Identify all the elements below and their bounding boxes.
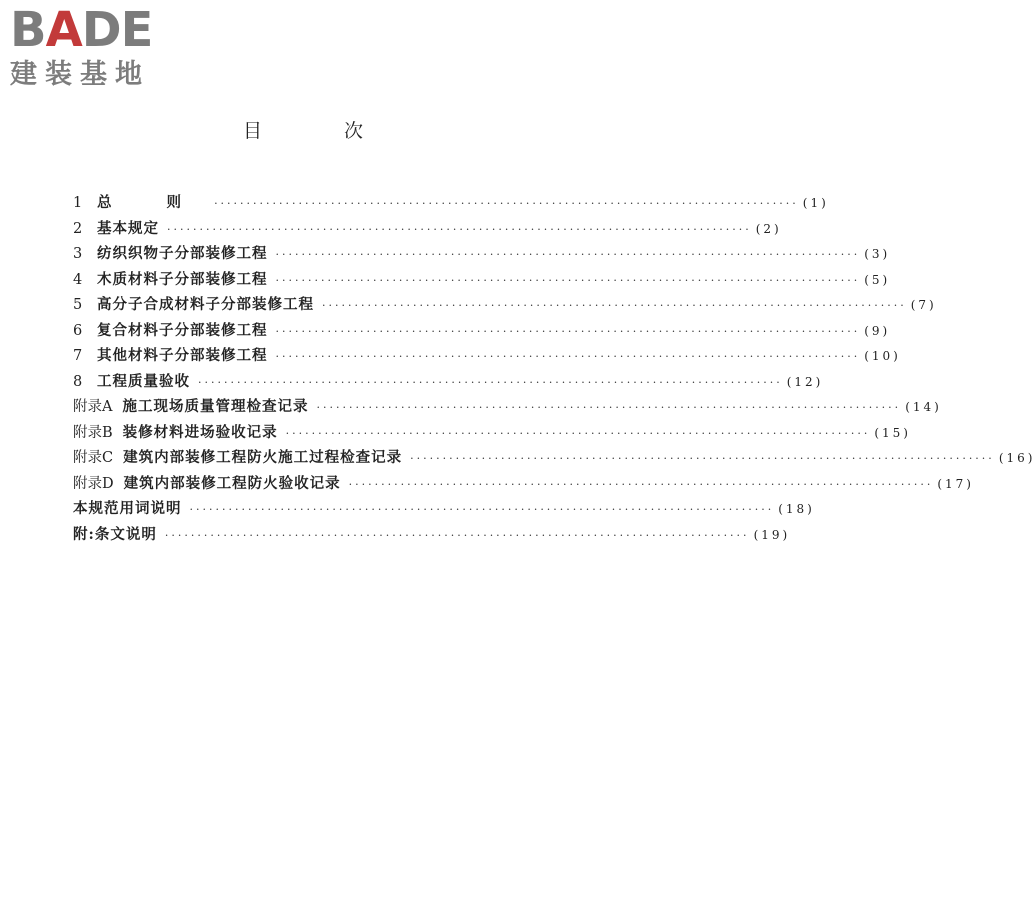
toc-leader-dots: ·························································································· — [164, 528, 750, 542]
toc-entry-number: 5 — [73, 297, 83, 313]
toc-leader-dots: ·························································································· — [348, 477, 934, 491]
page-title: 目 次 — [242, 120, 402, 142]
toc-entry-title: 纺织织物子分部装修工程 — [97, 245, 268, 262]
logo-letter-a-accent: A — [45, 2, 82, 58]
toc-leader-dots: ·························································································· — [198, 375, 783, 389]
toc-entry[interactable] — [73, 370, 824, 396]
toc-entry-title: 其他材料子分部装修工程 — [97, 347, 268, 364]
toc-entry-number: 1 — [73, 195, 83, 211]
toc-entry-number: 2 — [73, 220, 83, 237]
toc-entry[interactable] — [73, 268, 891, 294]
toc-entry[interactable] — [73, 344, 901, 370]
toc-leader-dots: ·························································································· — [410, 452, 995, 465]
toc-entry-page: (5) — [864, 272, 891, 287]
toc-entry-number: 附录C — [73, 450, 114, 466]
toc-entry-page: (15) — [874, 425, 911, 440]
toc-leader-dots: ·························································································· — [189, 503, 775, 516]
toc-leader-dots: ·························································································· — [167, 222, 752, 236]
toc-entry-number: 附录A — [73, 399, 113, 415]
toc-entry-number: 8 — [73, 373, 83, 390]
toc-leader-dots: ·························································································· — [316, 401, 902, 414]
toc-entry-number: 附录B — [73, 424, 113, 441]
toc-entry-title: 本规范用词说明 — [73, 500, 182, 517]
toc-entry-number: 6 — [73, 322, 83, 339]
toc-entry-title: 建筑内部装修工程防火验收记录 — [123, 474, 341, 492]
toc-entry[interactable] — [73, 293, 937, 319]
toc-entry-title: 总 则 — [97, 194, 207, 211]
toc-entry[interactable] — [73, 523, 791, 549]
logo-wordmark — [10, 2, 153, 58]
toc-leader-dots: ·························································································· — [285, 426, 871, 440]
toc-entry-page: (1) — [802, 196, 829, 210]
logo-subtitle: 建装基地 — [10, 59, 150, 90]
toc-entry-page: (2) — [755, 221, 782, 236]
toc-entry-title: 建筑内部装修工程防火施工过程检查记录 — [123, 449, 403, 466]
toc-leader-dots: ·························································································· — [275, 248, 861, 261]
toc-leader-dots: ·························································································· — [214, 197, 799, 210]
toc-entry-number: 4 — [73, 271, 83, 288]
toc-entry[interactable] — [73, 446, 1035, 472]
toc-leader-dots: ·························································································· — [322, 299, 907, 312]
toc-entry[interactable] — [73, 242, 891, 268]
toc-entry-title: 复合材料子分部装修工程 — [97, 321, 268, 339]
toc-entry-page: (10) — [864, 349, 901, 363]
toc-entry[interactable] — [73, 472, 974, 498]
toc-entry-page: (7) — [910, 298, 937, 312]
toc-entry-page: (3) — [864, 247, 891, 261]
toc-entry[interactable] — [73, 191, 829, 217]
toc-entry-title: 基本规定 — [97, 219, 159, 237]
toc-entry-page: (18) — [778, 502, 815, 516]
logo-letter-b: B — [10, 2, 46, 58]
toc-entry-page: (16) — [998, 451, 1035, 465]
table-of-contents — [73, 191, 1035, 548]
toc-entry-title: 高分子合成材料子分部装修工程 — [97, 296, 314, 313]
toc-leader-dots: ·························································································· — [275, 324, 861, 338]
toc-entry-page: (14) — [905, 400, 942, 414]
toc-entry-title: 装修材料进场验收记录 — [122, 423, 278, 441]
toc-entry-page: (9) — [864, 323, 891, 338]
toc-entry-number: 3 — [73, 246, 83, 262]
toc-entry-number: 7 — [73, 348, 83, 364]
toc-entry[interactable] — [73, 497, 815, 523]
toc-entry-number: 附录D — [73, 475, 114, 492]
toc-entry-title: 施工现场质量管理检查记录 — [122, 398, 309, 415]
toc-entry[interactable] — [73, 395, 942, 421]
toc-entry-page: (19) — [753, 527, 791, 542]
bade-logo — [10, 2, 180, 92]
toc-entry[interactable] — [73, 319, 891, 345]
toc-entry-page: (12) — [786, 374, 824, 389]
toc-leader-dots: ·························································································· — [275, 350, 861, 363]
toc-entry-title: 工程质量验收 — [97, 372, 190, 390]
toc-entry[interactable] — [73, 421, 911, 447]
logo-letters-de: DE — [81, 2, 153, 58]
toc-entry-title: 木质材料子分部装修工程 — [97, 270, 268, 288]
toc-entry-title: 附:条文说明 — [73, 525, 157, 543]
toc-entry-page: (17) — [937, 476, 974, 491]
toc-leader-dots: ·························································································· — [275, 273, 861, 287]
toc-entry[interactable] — [73, 217, 782, 243]
